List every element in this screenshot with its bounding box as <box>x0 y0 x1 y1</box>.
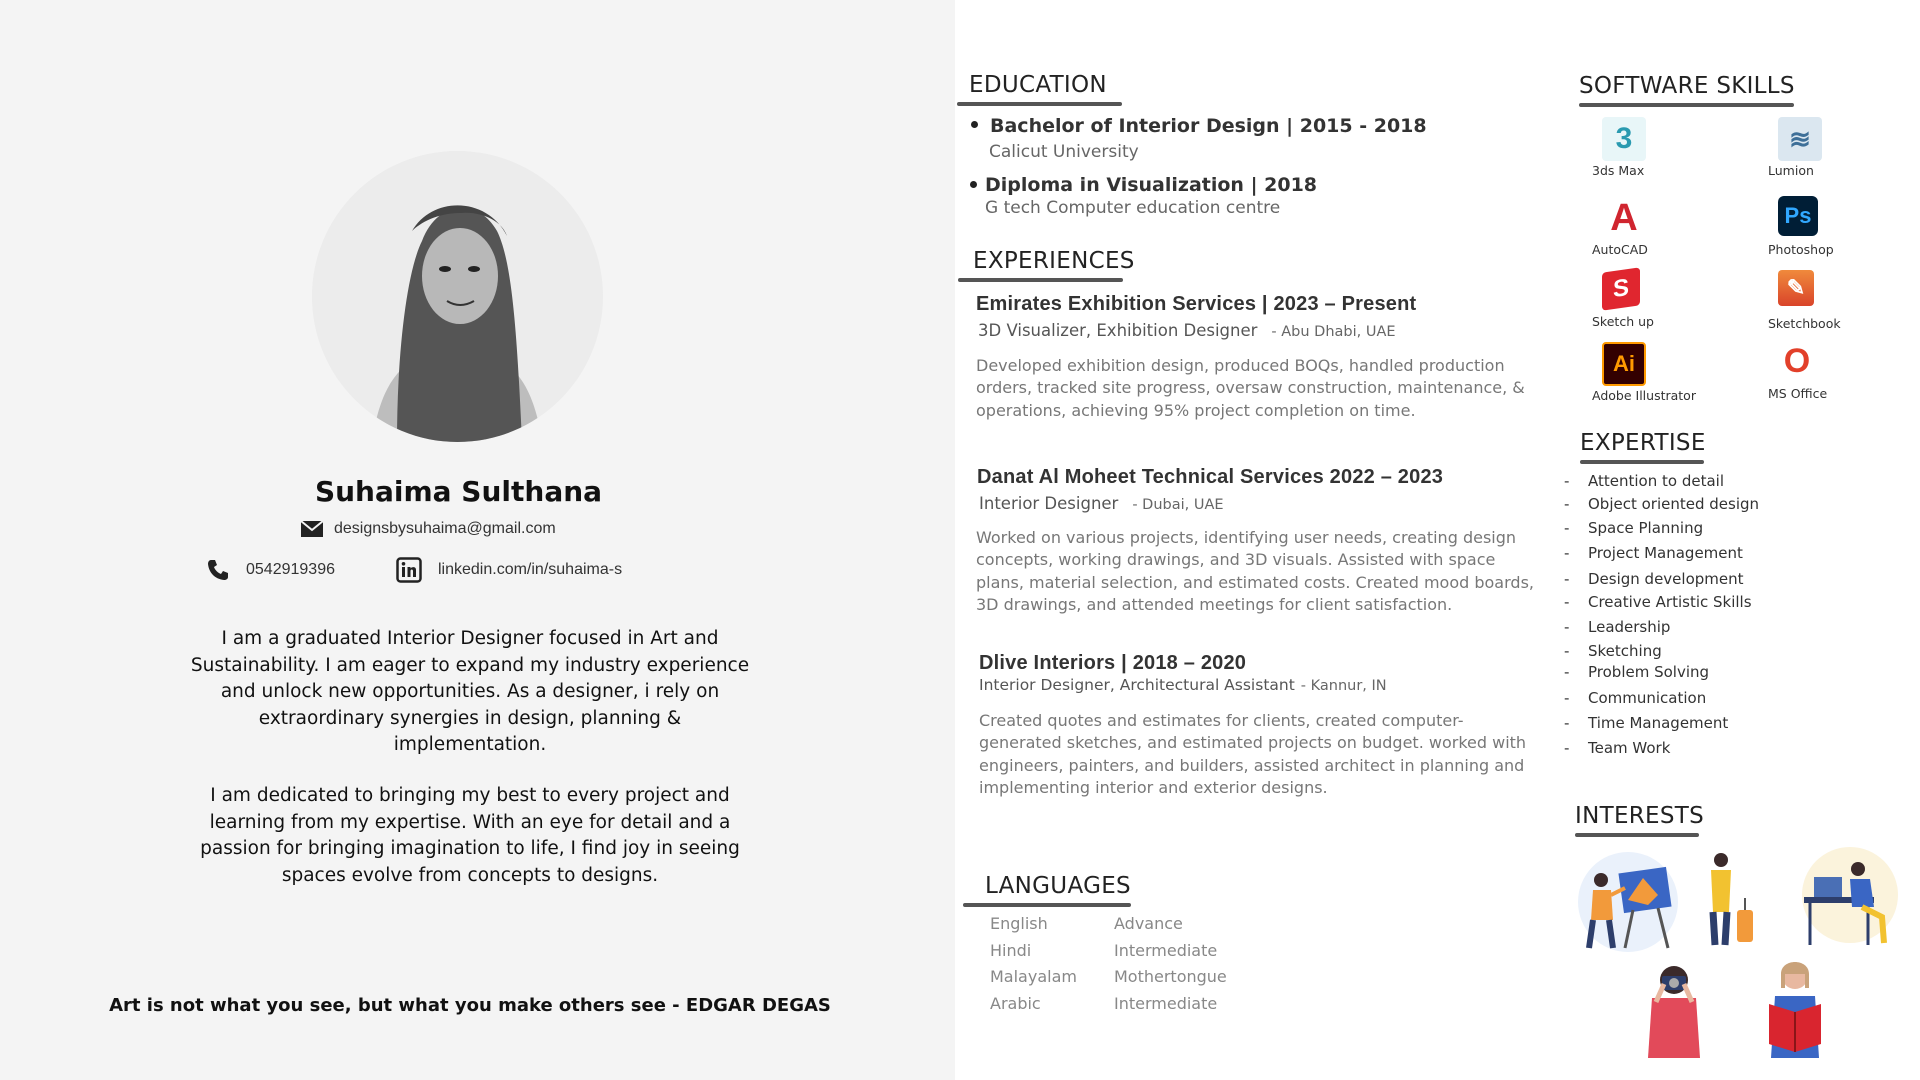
software-3ds-max <box>1592 117 1712 178</box>
phone-text[interactable]: 0542919396 <box>246 561 335 578</box>
autocad-icon: A <box>1610 196 1638 239</box>
expertise-item-text: Creative Artistic Skills <box>1588 593 1752 611</box>
software-illustrator <box>1592 342 1712 403</box>
list-item: - Space Planning <box>1564 519 1704 537</box>
linkedin-text[interactable]: linkedin.com/in/suhaima-s <box>438 561 623 578</box>
heading-underline <box>1575 833 1699 837</box>
language-name: Hindi <box>990 941 1032 960</box>
phone-contact <box>206 558 335 582</box>
photoshop-icon: Ps <box>1778 196 1818 236</box>
software-label: 3ds Max <box>1592 163 1645 178</box>
software-label: Photoshop <box>1768 242 1834 257</box>
illustrator-icon: Ai <box>1602 342 1646 386</box>
experience-title: Danat Al Moheet Technical Services 2022 – 2023 <box>977 466 1444 488</box>
language-level: Intermediate <box>1114 994 1218 1013</box>
experience-role <box>979 676 1387 694</box>
expertise-item-text: Leadership <box>1588 618 1671 636</box>
mail-icon <box>300 520 324 538</box>
language-name: Arabic <box>990 994 1041 1013</box>
experience-role <box>979 494 1224 513</box>
list-item: - Leadership <box>1564 618 1671 636</box>
photography-icon <box>1634 958 1714 1062</box>
experience-location: - Kannur, IN <box>1300 678 1387 694</box>
experience-role <box>978 321 1396 340</box>
expertise-section-heading <box>1580 430 1706 456</box>
heading-underline <box>1579 103 1794 107</box>
lumion-icon: ≋ <box>1778 117 1822 161</box>
software-label: MS Office <box>1768 386 1828 401</box>
profile-photo-illustration <box>312 151 603 442</box>
education-heading: EDUCATION <box>969 72 1107 98</box>
bullet <box>970 181 977 188</box>
languages-section-heading <box>985 873 1131 899</box>
experience-description: Developed exhibition design, produced BOQs, handled production orders, tracked site progress, oversaw construction, maintenance, & operations, achieving 95% project completion on time. <box>976 356 1525 420</box>
software-label: Sketchbook <box>1768 316 1841 331</box>
list-item: - Sketching <box>1564 642 1662 660</box>
list-item: - Communication <box>1564 689 1707 707</box>
software-ms-office <box>1768 342 1888 401</box>
software-label: Adobe Illustrator <box>1592 388 1696 403</box>
sketchbook-icon: ✎ <box>1778 270 1814 306</box>
heading-underline <box>1580 460 1704 464</box>
education-item-title: Diploma in Visualization | 2018 <box>985 174 1318 196</box>
software-label: Lumion <box>1768 163 1814 178</box>
language-level: Mothertongue <box>1114 967 1227 986</box>
bullet <box>971 121 978 128</box>
heading-underline <box>957 102 1122 106</box>
expertise-item-text: Problem Solving <box>1588 663 1710 681</box>
experience-title: Emirates Exhibition Services | 2023 – Present <box>976 293 1417 315</box>
bio-paragraph-1: I am a graduated Interior Designer focused in Art and Sustainability. I am eager to expand my industry experience and unlock new opportunities. As a designer, i rely on extraordinary synergies in design, planning & implementation. <box>190 628 750 755</box>
list-item: - Creative Artistic Skills <box>1564 593 1752 611</box>
expertise-item-text: Design development <box>1588 570 1744 588</box>
expertise-item-text: Team Work <box>1588 739 1671 757</box>
language-level: Advance <box>1114 914 1183 933</box>
interests-heading: INTERESTS <box>1575 803 1705 829</box>
software-sketchup <box>1592 270 1712 329</box>
language-name: English <box>990 914 1048 933</box>
experience-title: Dlive Interiors | 2018 – 2020 <box>979 652 1247 674</box>
experience-location: - Dubai, UAE <box>1132 497 1224 513</box>
expertise-item-text: Communication <box>1588 689 1707 707</box>
list-item: - Team Work <box>1564 739 1671 757</box>
painting-icon <box>1573 850 1683 959</box>
education-item-institution: Calicut University <box>989 142 1139 162</box>
expertise-item-text: Time Management <box>1588 714 1729 732</box>
language-level: Intermediate <box>1114 941 1218 960</box>
software-section-heading <box>1579 73 1795 99</box>
email-contact <box>300 520 556 538</box>
quote: Art is not what you see, but what you make others see - EDGAR DEGAS <box>109 995 831 1016</box>
experience-role-text: 3D Visualizer, Exhibition Designer <box>978 321 1258 340</box>
software-label: Sketch up <box>1592 314 1654 329</box>
desk-work-icon <box>1790 845 1900 954</box>
software-lumion <box>1768 117 1888 178</box>
profile-name: Suhaima Sulthana <box>314 475 603 508</box>
expertise-item-text: Object oriented design <box>1588 495 1760 513</box>
software-photoshop <box>1768 196 1888 257</box>
3ds-max-icon: 3 <box>1602 117 1646 161</box>
list-item: - Time Management <box>1564 714 1729 732</box>
experience-location: - Abu Dhabi, UAE <box>1271 324 1396 340</box>
software-sketchbook <box>1768 270 1888 331</box>
travel-icon <box>1693 850 1763 954</box>
linkedin-contact <box>396 557 622 583</box>
profile-photo <box>312 151 603 442</box>
experience-description: Worked on various projects, identifying user needs, creating design concepts, working drawings, and 3D visuals. Assisted with space plans, material selection, and estimated costs. Created mood boards, 3D drawings, and attended meetings for client satisfaction. <box>976 528 1534 614</box>
education-section-heading <box>969 72 1107 98</box>
interests-section-heading <box>1575 803 1704 829</box>
experience-description: Created quotes and estimates for clients, created computer-generated sketches, and estimated projects on budget. worked with engineers, painters, and builders, assisted architect in planning and implementing interior and exterior designs. <box>979 711 1527 797</box>
list-item: - Project Management <box>1564 544 1743 562</box>
language-name: Malayalam <box>990 967 1077 986</box>
expertise-item-text: Sketching <box>1588 642 1662 660</box>
expertise-item-text: Space Planning <box>1588 519 1704 537</box>
sketchup-icon: S <box>1602 267 1640 310</box>
linkedin-icon <box>396 557 422 583</box>
ms-office-icon: O <box>1783 341 1811 380</box>
expertise-item-text: Project Management <box>1588 544 1743 562</box>
experiences-section-heading <box>973 248 1135 274</box>
heading-underline <box>958 278 1123 282</box>
education-item-institution: G tech Computer education centre <box>985 198 1281 218</box>
software-heading: SOFTWARE SKILLS <box>1579 73 1795 99</box>
left-panel <box>0 0 955 1080</box>
reading-icon <box>1755 958 1835 1062</box>
software-label: AutoCAD <box>1592 242 1648 257</box>
software-autocad <box>1592 196 1712 257</box>
phone-icon <box>206 558 230 582</box>
languages-heading: LANGUAGES <box>985 873 1131 899</box>
email-text[interactable]: designsbysuhaima@gmail.com <box>334 520 556 537</box>
list-item: - Problem Solving <box>1564 663 1710 681</box>
list-item: - Object oriented design <box>1564 495 1760 513</box>
heading-underline <box>963 903 1131 907</box>
list-item: - Design development <box>1564 570 1744 588</box>
expertise-item-text: Attention to detail <box>1588 472 1724 490</box>
list-item: - Attention to detail <box>1564 472 1724 490</box>
bio-paragraph-2: I am dedicated to bringing my best to every project and learning from my expertise. With an eye for detail and a passion for bringing imagination to life, I find joy in seeing spaces evolve from concepts to designs. <box>200 785 740 886</box>
expertise-heading: EXPERTISE <box>1580 430 1706 456</box>
education-item-title: Bachelor of Interior Design | 2015 - 2018 <box>990 115 1427 137</box>
experience-role-text: Interior Designer, Architectural Assistant <box>979 676 1295 694</box>
experiences-heading: EXPERIENCES <box>973 248 1135 274</box>
experience-role-text: Interior Designer <box>979 494 1119 513</box>
